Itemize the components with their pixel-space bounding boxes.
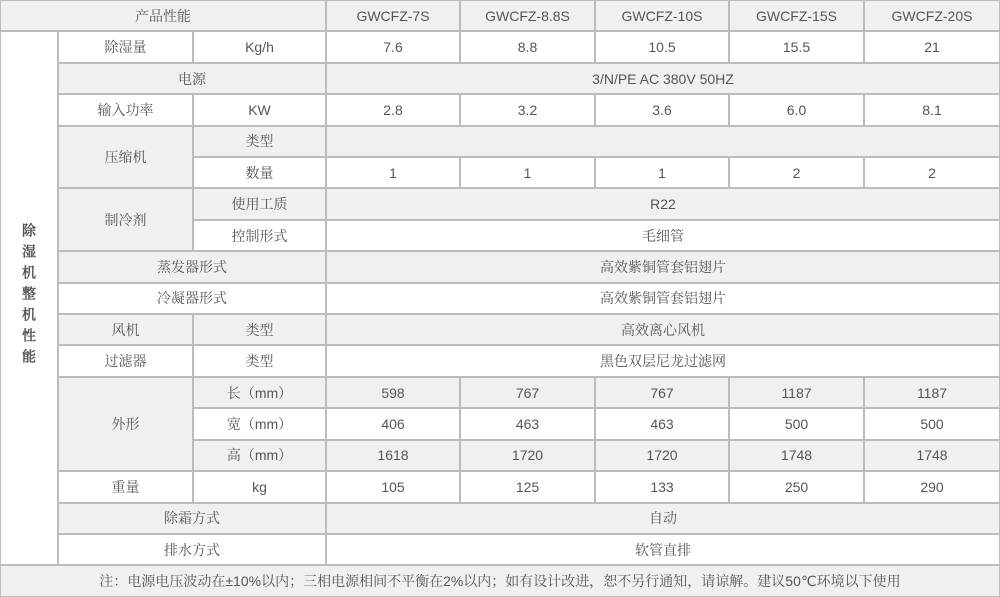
weight-unit: kg [193, 471, 326, 502]
row-power-supply [0, 63, 1000, 94]
value-cell: 3.6 [595, 94, 729, 125]
value-cell: 767 [460, 377, 595, 408]
dimension-length-label: 长（mm） [193, 377, 326, 408]
filter-type-label: 类型 [193, 345, 326, 376]
value-cell: 463 [460, 408, 595, 439]
compressor-label: 压缩机 [58, 126, 193, 189]
weight-label: 重量 [58, 471, 193, 502]
dimensions-label: 外形 [58, 377, 193, 471]
value-cell: 8.8 [460, 31, 595, 62]
value-cell: 2 [729, 157, 864, 188]
value-cell: 3.2 [460, 94, 595, 125]
value-cell: 1 [595, 157, 729, 188]
refrigerant-control-label: 控制形式 [193, 220, 326, 251]
value-cell: 7.6 [326, 31, 460, 62]
row-compressor-type [0, 126, 1000, 157]
value-cell: 125 [460, 471, 595, 502]
value-cell: 463 [595, 408, 729, 439]
value-cell: 1748 [864, 440, 1000, 471]
row-dimension-length [0, 377, 1000, 408]
row-defrost [0, 503, 1000, 534]
model-header-gwcfz-20s: GWCFZ-20S [864, 0, 1000, 31]
defrost-value: 自动 [326, 503, 1000, 534]
row-filter [0, 345, 1000, 376]
value-cell: 290 [864, 471, 1000, 502]
compressor-type-value [326, 126, 1000, 157]
dehumidification-unit: Kg/h [193, 31, 326, 62]
value-cell: 500 [864, 408, 1000, 439]
row-dehumidification [0, 31, 1000, 62]
dimension-height-label: 高（mm） [193, 440, 326, 471]
row-condenser [0, 283, 1000, 314]
refrigerant-control-value: 毛细管 [326, 220, 1000, 251]
power-supply-label: 电源 [58, 63, 326, 94]
value-cell: 1720 [460, 440, 595, 471]
value-cell: 1 [460, 157, 595, 188]
row-drainage [0, 534, 1000, 565]
refrigerant-label: 制冷剂 [58, 188, 193, 251]
value-cell: 598 [326, 377, 460, 408]
filter-value: 黑色双层尼龙过滤网 [326, 345, 1000, 376]
value-cell: 1720 [595, 440, 729, 471]
filter-label: 过滤器 [58, 345, 193, 376]
input-power-label: 输入功率 [58, 94, 193, 125]
value-cell: 250 [729, 471, 864, 502]
value-cell: 105 [326, 471, 460, 502]
fan-label: 风机 [58, 314, 193, 345]
row-evaporator [0, 251, 1000, 282]
model-header-gwcfz-15s: GWCFZ-15S [729, 0, 864, 31]
fan-value: 高效离心风机 [326, 314, 1000, 345]
drainage-value: 软管直排 [326, 534, 1000, 565]
value-cell: 6.0 [729, 94, 864, 125]
compressor-type-label: 类型 [193, 126, 326, 157]
dimension-width-label: 宽（mm） [193, 408, 326, 439]
header-row [0, 0, 1000, 31]
value-cell: 1187 [729, 377, 864, 408]
value-cell: 1 [326, 157, 460, 188]
value-cell: 767 [595, 377, 729, 408]
value-cell: 10.5 [595, 31, 729, 62]
value-cell: 2 [864, 157, 1000, 188]
model-header-gwcfz-8-8s: GWCFZ-8.8S [460, 0, 595, 31]
dehumidification-label: 除湿量 [58, 31, 193, 62]
row-weight [0, 471, 1000, 502]
footnote-text: 注：电源电压波动在±10%以内；三相电源相间不平衡在2%以内；如有设计改进，恕不另行通知，请谅解。建议50℃环境以下使用 [0, 565, 1000, 597]
value-cell: 406 [326, 408, 460, 439]
side-category-label: 除湿机整机性能 [0, 31, 58, 565]
value-cell: 133 [595, 471, 729, 502]
value-cell: 500 [729, 408, 864, 439]
condenser-label: 冷凝器形式 [58, 283, 326, 314]
row-input-power [0, 94, 1000, 125]
refrigerant-medium-label: 使用工质 [193, 188, 326, 219]
model-header-gwcfz-10s: GWCFZ-10S [595, 0, 729, 31]
value-cell: 2.8 [326, 94, 460, 125]
row-footnote [0, 565, 1000, 597]
value-cell: 1618 [326, 440, 460, 471]
input-power-unit: KW [193, 94, 326, 125]
evaporator-label: 蒸发器形式 [58, 251, 326, 282]
condenser-value: 高效紫铜管套铝翅片 [326, 283, 1000, 314]
value-cell: 1748 [729, 440, 864, 471]
value-cell: 15.5 [729, 31, 864, 62]
fan-type-label: 类型 [193, 314, 326, 345]
value-cell: 8.1 [864, 94, 1000, 125]
evaporator-value: 高效紫铜管套铝翅片 [326, 251, 1000, 282]
power-supply-value: 3/N/PE AC 380V 50HZ [326, 63, 1000, 94]
table-title: 产品性能 [0, 0, 326, 31]
value-cell: 21 [864, 31, 1000, 62]
model-header-gwcfz-7s: GWCFZ-7S [326, 0, 460, 31]
defrost-label: 除霜方式 [58, 503, 326, 534]
value-cell: 1187 [864, 377, 1000, 408]
drainage-label: 排水方式 [58, 534, 326, 565]
row-refrigerant-medium [0, 188, 1000, 219]
row-fan [0, 314, 1000, 345]
compressor-qty-label: 数量 [193, 157, 326, 188]
refrigerant-medium-value: R22 [326, 188, 1000, 219]
